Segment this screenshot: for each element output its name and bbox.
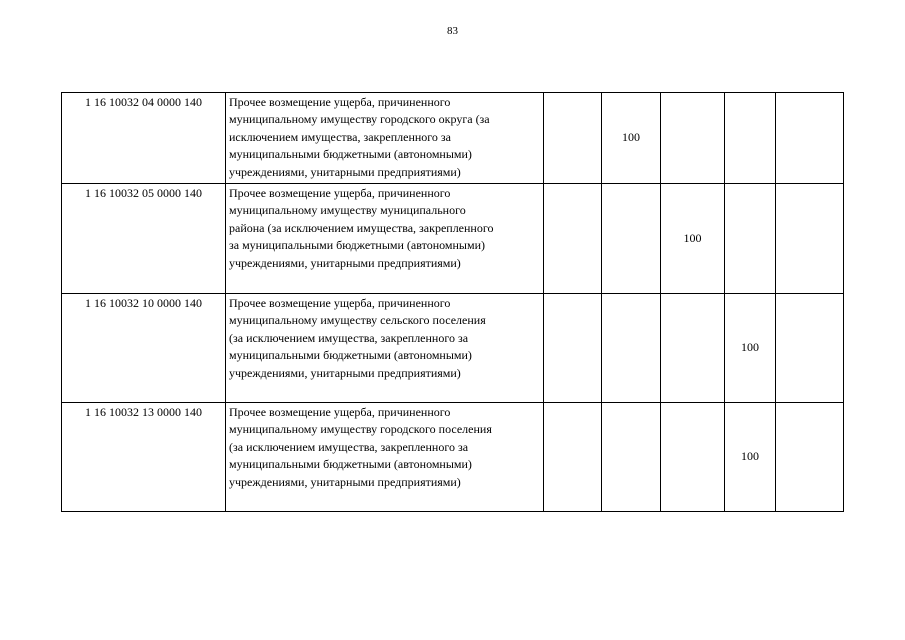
description-line: (за исключением имущества, закрепленного за [229,330,469,345]
value-cell-2 [602,403,661,512]
description-line: муниципальному имуществу муниципального [229,203,466,218]
description-line: Прочее возмещение ущерба, причиненного [229,405,451,419]
value-cell-5 [776,184,844,294]
revenue-code-cell: 1 16 10032 10 0000 140 [62,294,226,403]
description-line: учреждениями, унитарными предприятиями) [229,255,461,270]
value-cell-3 [661,403,725,512]
table-row [62,403,844,512]
description-line: Прочее возмещение ущерба, причиненного [229,296,451,310]
value-cell-4: 100 [725,403,776,512]
budget-revenue-table [61,92,844,512]
value-cell-5 [776,294,844,403]
value-cell-2: 100 [602,93,661,184]
description-line: учреждениями, унитарными предприятиями) [229,474,461,489]
revenue-code-cell: 1 16 10032 05 0000 140 [62,184,226,294]
value-cell-3: 100 [661,184,725,294]
value-cell-2 [602,294,661,403]
table-row [62,93,844,184]
revenue-description-cell [226,403,544,512]
value-cell-1 [544,184,602,294]
description-line: Прочее возмещение ущерба, причиненного [229,95,451,109]
description-line: за муниципальными бюджетными (автономными) [229,238,485,253]
value-cell-4 [725,93,776,184]
description-line: муниципальному имуществу городского округа (за [229,112,490,127]
revenue-description-cell [226,294,544,403]
value-cell-3 [661,294,725,403]
revenue-description-cell [226,93,544,184]
value-cell-1 [544,294,602,403]
table-row [62,294,844,403]
description-line: муниципальному имуществу городского поселения [229,422,492,437]
description-line: района (за исключением имущества, закрепленного [229,220,494,235]
description-line: исключением имущества, закрепленного за [229,129,451,144]
value-cell-5 [776,403,844,512]
description-line: Прочее возмещение ущерба, причиненного [229,186,451,200]
description-line: учреждениями, унитарными предприятиями) [229,164,461,179]
revenue-code-cell: 1 16 10032 13 0000 140 [62,403,226,512]
table-row [62,184,844,294]
description-line: муниципальными бюджетными (автономными) [229,147,472,162]
description-line: (за исключением имущества, закрепленного за [229,439,469,454]
description-line: муниципальными бюджетными (автономными) [229,457,472,472]
revenue-description-cell [226,184,544,294]
revenue-code-cell: 1 16 10032 04 0000 140 [62,93,226,184]
page-number: 83 [447,25,458,37]
description-line: муниципальному имуществу сельского поселения [229,313,486,328]
value-cell-5 [776,93,844,184]
value-cell-1 [544,93,602,184]
value-cell-4 [725,184,776,294]
value-cell-4: 100 [725,294,776,403]
value-cell-1 [544,403,602,512]
value-cell-3 [661,93,725,184]
description-line: учреждениями, унитарными предприятиями) [229,365,461,380]
value-cell-2 [602,184,661,294]
description-line: муниципальными бюджетными (автономными) [229,348,472,363]
